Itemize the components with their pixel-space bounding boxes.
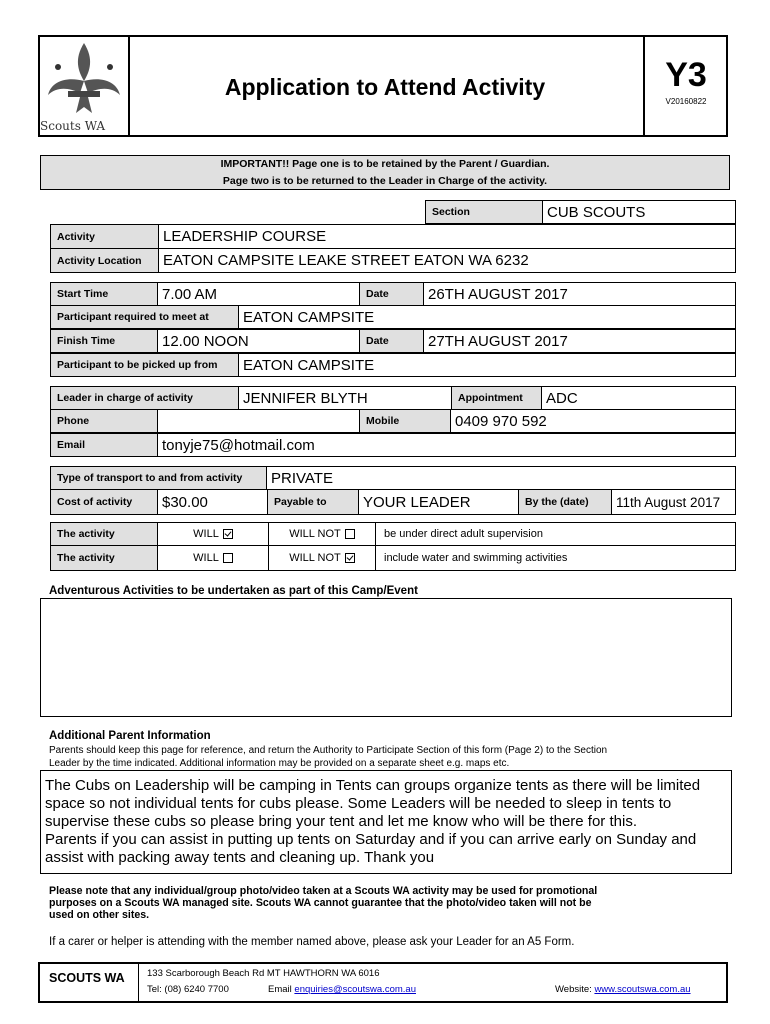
footer-org: SCOUTS WA — [49, 971, 125, 985]
footer-tel: Tel: (08) 6240 7700 — [147, 984, 229, 995]
form-code: Y3 — [665, 56, 707, 94]
row1-will-checkbox[interactable] — [223, 529, 233, 539]
footer-website-label: Website: — [555, 984, 592, 995]
activity-location-field[interactable]: EATON CAMPSITE LEAKE STREET EATON WA 6232 — [158, 248, 736, 273]
additional-text-line: supervise these cubs so please bring your tent and let me know who will be there for this. — [45, 813, 637, 830]
supervision-row2-label: The activity — [50, 545, 158, 571]
mobile-field[interactable]: 0409 970 592 — [450, 409, 736, 433]
row1-will-label: WILL — [193, 528, 219, 540]
footer-website-link[interactable]: www.scoutswa.com.au — [594, 984, 691, 995]
meet-at-label: Participant required to meet at — [50, 305, 239, 329]
row1-will-option[interactable] — [157, 522, 269, 546]
row1-description: be under direct adult supervision — [375, 522, 736, 546]
cost-label: Cost of activity — [50, 489, 158, 515]
row2-description: include water and swimming activities — [375, 545, 736, 571]
logo — [40, 37, 128, 135]
logo-text: Scouts WA — [40, 119, 106, 133]
cost-field[interactable]: $30.00 — [157, 489, 268, 515]
email-field[interactable]: tonyje75@hotmail.com — [157, 433, 736, 457]
row2-willnot-option[interactable] — [268, 545, 376, 571]
row1-willnot-option[interactable] — [268, 522, 376, 546]
notice-line: used on other sites. — [49, 909, 150, 921]
footer-email-block — [268, 984, 416, 995]
start-time-field[interactable]: 7.00 AM — [157, 282, 360, 306]
pickup-field[interactable]: EATON CAMPSITE — [238, 353, 736, 377]
activity-label: Activity — [50, 224, 159, 249]
finish-time-field[interactable]: 12.00 NOON — [157, 329, 360, 353]
leader-label: Leader in charge of activity — [50, 386, 239, 410]
start-date-label: Date — [359, 282, 424, 306]
footer-email-label: Email — [268, 984, 292, 995]
mobile-label: Mobile — [359, 409, 451, 433]
carer-note: If a carer or helper is attending with the member named above, please ask your Leader for an A5 Form. — [49, 936, 575, 948]
row1-willnot-checkbox[interactable] — [345, 529, 355, 539]
important-line2: Page two is to be returned to the Leader in Charge of the activity. — [222, 175, 548, 187]
row1-willnot-label: WILL NOT — [289, 528, 341, 540]
bydate-field[interactable]: 11th August 2017 — [611, 489, 736, 515]
page-title: Application to Attend Activity — [224, 74, 546, 100]
appointment-label: Appointment — [451, 386, 542, 410]
email-label: Email — [50, 433, 158, 457]
activity-location-label: Activity Location — [50, 248, 159, 273]
additional-text-line: Parents if you can assist in putting up tents on Saturday and if you can arrive early on Sunday and — [45, 831, 697, 848]
payable-label: Payable to — [267, 489, 359, 515]
logo-divider — [128, 37, 130, 135]
transport-label: Type of transport to and from activity — [50, 466, 267, 490]
footer-address: 133 Scarborough Beach Rd MT HAWTHORN WA 6016 — [147, 968, 380, 979]
additional-text-line: assist with packing away tents and cleaning up. Thank you — [45, 849, 435, 866]
row2-will-option[interactable] — [157, 545, 269, 571]
section-field[interactable]: CUB SCOUTS — [542, 200, 736, 224]
bydate-label: By the (date) — [518, 489, 612, 515]
activity-field[interactable]: LEADERSHIP COURSE — [158, 224, 736, 249]
footer-divider — [138, 964, 139, 1001]
additional-text-line: The Cubs on Leadership will be camping in Tents can groups organize tents as there will be limited — [45, 777, 701, 794]
footer-email-link[interactable]: enquiries@scoutswa.com.au — [294, 984, 416, 995]
additional-heading: Additional Parent Information — [49, 730, 211, 742]
appointment-field[interactable]: ADC — [541, 386, 736, 410]
footer-website-block — [555, 984, 691, 995]
start-date-field[interactable]: 26TH AUGUST 2017 — [423, 282, 736, 306]
row2-willnot-label: WILL NOT — [289, 552, 341, 564]
phone-field[interactable] — [157, 409, 360, 433]
section-label: Section — [425, 200, 543, 224]
important-line1: IMPORTANT!! Page one is to be retained by the Parent / Guardian. — [220, 158, 550, 170]
row2-willnot-checkbox[interactable] — [345, 553, 355, 563]
adventurous-heading: Adventurous Activities to be undertaken as part of this Camp/Event — [49, 585, 418, 597]
additional-info-field[interactable] — [40, 770, 732, 874]
notice-text — [49, 885, 729, 921]
footer-box — [38, 962, 728, 1003]
row2-will-checkbox[interactable] — [223, 553, 233, 563]
pickup-label: Participant to be picked up from — [50, 353, 239, 377]
additional-text-line: space so not individual tents for cubs please. Some Leaders will be needed to sleep in tents to — [45, 795, 672, 812]
meet-at-field[interactable]: EATON CAMPSITE — [238, 305, 736, 329]
form-version: V20160822 — [665, 97, 707, 106]
finish-date-field[interactable]: 27TH AUGUST 2017 — [423, 329, 736, 353]
finish-date-label: Date — [359, 329, 424, 353]
adventurous-field[interactable] — [40, 599, 732, 717]
row2-will-label: WILL — [193, 552, 219, 564]
notice-line: Please note that any individual/group photo/video taken at a Scouts WA activity may be used for promotional — [49, 885, 598, 897]
fleur-de-lis-icon — [40, 37, 128, 117]
additional-line1: Parents should keep this page for reference, and return the Authority to Participate Section of this form (Page 2) to the Section — [49, 745, 608, 756]
phone-label: Phone — [50, 409, 158, 433]
start-time-label: Start Time — [50, 282, 158, 306]
notice-line: purposes on a Scouts WA managed site. Scouts WA cannot guarantee that the photo/video taken will not be — [49, 897, 592, 909]
transport-field[interactable]: PRIVATE — [266, 466, 736, 490]
supervision-row1-label: The activity — [50, 522, 158, 546]
finish-time-label: Finish Time — [50, 329, 158, 353]
additional-line2: Leader by the time indicated. Additional information may be provided on a separate sheet e.g. maps etc. — [49, 758, 510, 769]
payable-field[interactable]: YOUR LEADER — [358, 489, 519, 515]
leader-field[interactable]: JENNIFER BLYTH — [238, 386, 452, 410]
